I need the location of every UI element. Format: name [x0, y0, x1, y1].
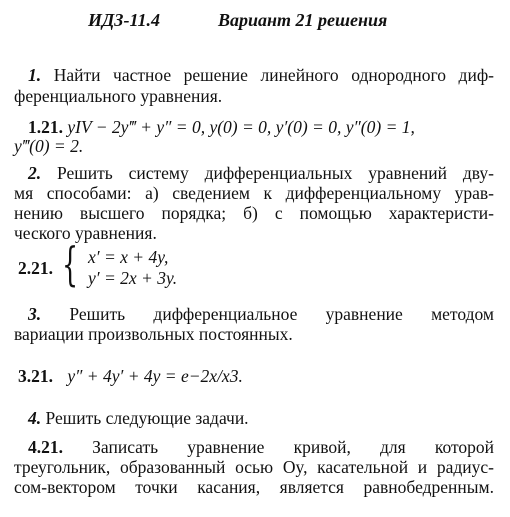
- task3-number: 3.: [28, 304, 42, 324]
- task2-equation2: y′ = 2x + 3y.: [88, 268, 178, 288]
- task2-text-line2: мя способами: а) сведением к дифференциальному урав-: [14, 183, 494, 203]
- task3-statement-line1: [28, 304, 494, 324]
- task1-text-line2: ференциального уравнения.: [14, 86, 223, 106]
- variant-title: Вариант 21 решения: [218, 10, 388, 30]
- task2-number: 2.: [28, 163, 42, 183]
- curly-brace-icon: {: [62, 237, 79, 291]
- task4-statement-line1: [28, 408, 249, 428]
- task3-item-number: 3.21.: [18, 366, 53, 386]
- task4-text-2: треугольник, образованный осью Oy, касательной и радиус-: [14, 457, 494, 477]
- task4-text-line1: Решить следующие задачи.: [45, 408, 249, 428]
- task4-item-number: 4.21.: [28, 437, 63, 457]
- task2-text-line1: Решить систему дифференциальных уравнений дву-: [57, 163, 495, 183]
- assignment-code: ИДЗ-11.4: [88, 10, 160, 30]
- task1-text-line1: Найти частное решение линейного однородного диф-: [53, 65, 494, 85]
- task2-item-number: 2.21.: [18, 258, 53, 278]
- task4-text-3: сом-вектором точки касания, является равнобедренным.: [14, 477, 494, 497]
- task2-equation1: x′ = x + 4y,: [88, 247, 169, 267]
- task4-problem-line1: [28, 437, 494, 457]
- task2-text-line3: нению высшего порядка; б) с помощью характеристи-: [14, 203, 494, 223]
- task1-equation-line2: y‴(0) = 2.: [14, 136, 84, 156]
- task3-text-line2: вариации произвольных постоянных.: [14, 324, 293, 344]
- task2-text-line4: ческого уравнения.: [14, 223, 157, 243]
- task1-number: 1.: [28, 65, 42, 85]
- task2-statement-line1: [28, 163, 494, 183]
- task1-equation-line1-row: [28, 117, 415, 137]
- task1-statement-line1: [28, 65, 494, 85]
- task1-equation-line1: yIV − 2y‴ + y″ = 0, y(0) = 0, y′(0) = 0, y″(0) = 1,: [67, 117, 415, 137]
- task4-text-1: Записать уравнение кривой, для которой: [92, 437, 494, 457]
- task3-equation: y″ + 4y′ + 4y = e−2x/x3.: [67, 366, 243, 386]
- task4-number: 4.: [28, 408, 42, 428]
- task1-item-number: 1.21.: [28, 117, 63, 137]
- task3-text-line1: Решить дифференциальное уравнение методом: [69, 304, 494, 324]
- task3-equation-row: [18, 366, 243, 386]
